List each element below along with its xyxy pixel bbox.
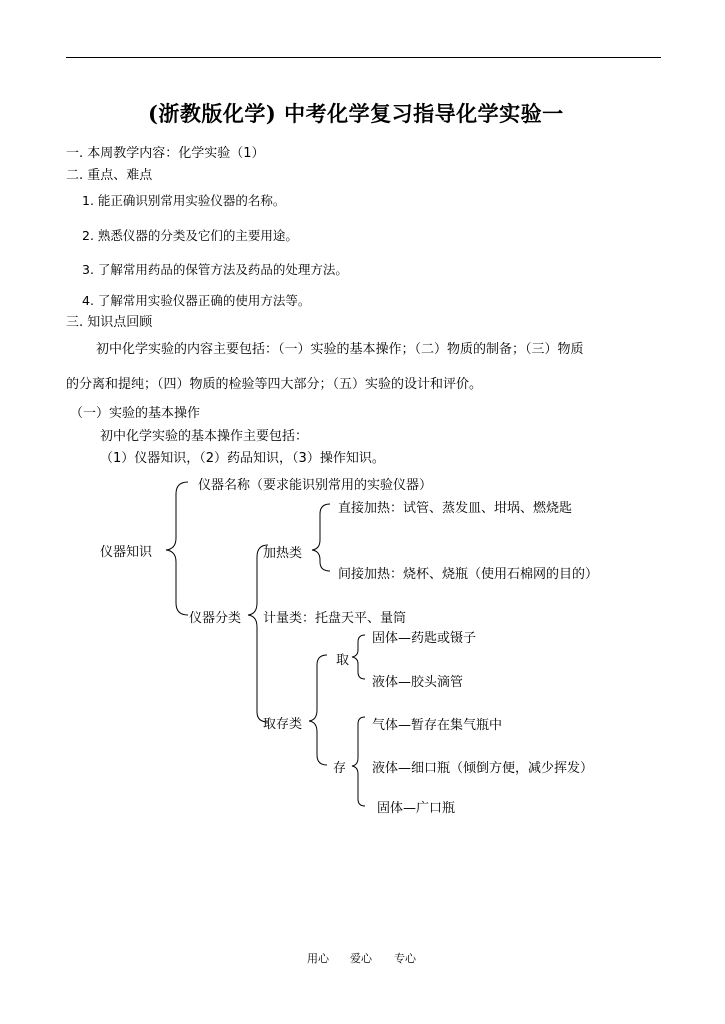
section-heading-3: 三. 知识点回顾	[66, 315, 153, 330]
node-classification: 仪器分类	[189, 611, 242, 626]
brace-classify	[248, 545, 268, 722]
node-storing: 取存类	[263, 717, 303, 732]
key-point-2: 2. 熟悉仪器的分类及它们的主要用途。	[82, 228, 298, 243]
key-point-3: 3. 了解常用药品的保管方法及药品的处理方法。	[82, 262, 348, 277]
page-title: (浙教版化学) 中考化学复习指导化学实验一	[148, 101, 564, 126]
node-take: 取	[336, 653, 350, 668]
section-heading-2: 二. 重点、难点	[66, 168, 153, 183]
key-point-1: 1. 能正确识别常用实验仪器的名称。	[82, 193, 286, 208]
subsection-line-1: 初中化学实验的基本操作主要包括：	[100, 429, 309, 444]
node-store-solid: 固体—广口瓶	[377, 801, 456, 816]
section-heading-1: 一. 本周教学内容：化学实验（1）	[66, 146, 265, 161]
brace-take	[352, 635, 365, 679]
intro-paragraph-line-1: 初中化学实验的内容主要包括：（一）实验的基本操作；（二）物质的制备；（三）物质	[96, 342, 584, 357]
subsection-line-2: （1）仪器知识，（2）药品知识，（3）操作知识。	[100, 451, 385, 466]
node-take-solid: 固体—药匙或镊子	[372, 631, 477, 646]
node-indirect-heating: 间接加热：烧杯、烧瓶（使用石棉网的目的）	[338, 567, 599, 582]
node-heating: 加热类	[263, 546, 303, 561]
node-store-liquid: 液体—细口瓶（倾倒方便，减少挥发）	[372, 761, 594, 776]
brace-store	[352, 717, 365, 806]
node-instrument-names: 仪器名称（要求能识别常用的实验仪器）	[198, 478, 433, 493]
footer-text-3: 专心	[394, 952, 416, 965]
brace-root	[166, 482, 188, 615]
node-root: 仪器知识	[100, 545, 153, 560]
node-measuring: 计量类：托盘天平、量筒	[263, 611, 407, 626]
brace-heating	[312, 504, 330, 571]
subsection-heading: （一）实验的基本操作	[70, 406, 201, 421]
node-store-gas: 气体—暂存在集气瓶中	[372, 718, 503, 733]
node-take-liquid: 液体—胶头滴管	[372, 675, 464, 690]
footer-text-2: 爱心	[350, 952, 372, 965]
node-direct-heating: 直接加热：试管、蒸发皿、坩埚、燃烧匙	[338, 501, 573, 516]
key-point-4: 4. 了解常用实验仪器正确的使用方法等。	[82, 293, 311, 308]
node-store: 存	[333, 761, 347, 776]
brace-storing	[309, 655, 327, 765]
intro-paragraph-line-2: 的分离和提纯；（四）物质的检验等四大部分；（五）实验的设计和评价。	[66, 377, 483, 392]
footer-text-1: 用心	[307, 952, 329, 965]
